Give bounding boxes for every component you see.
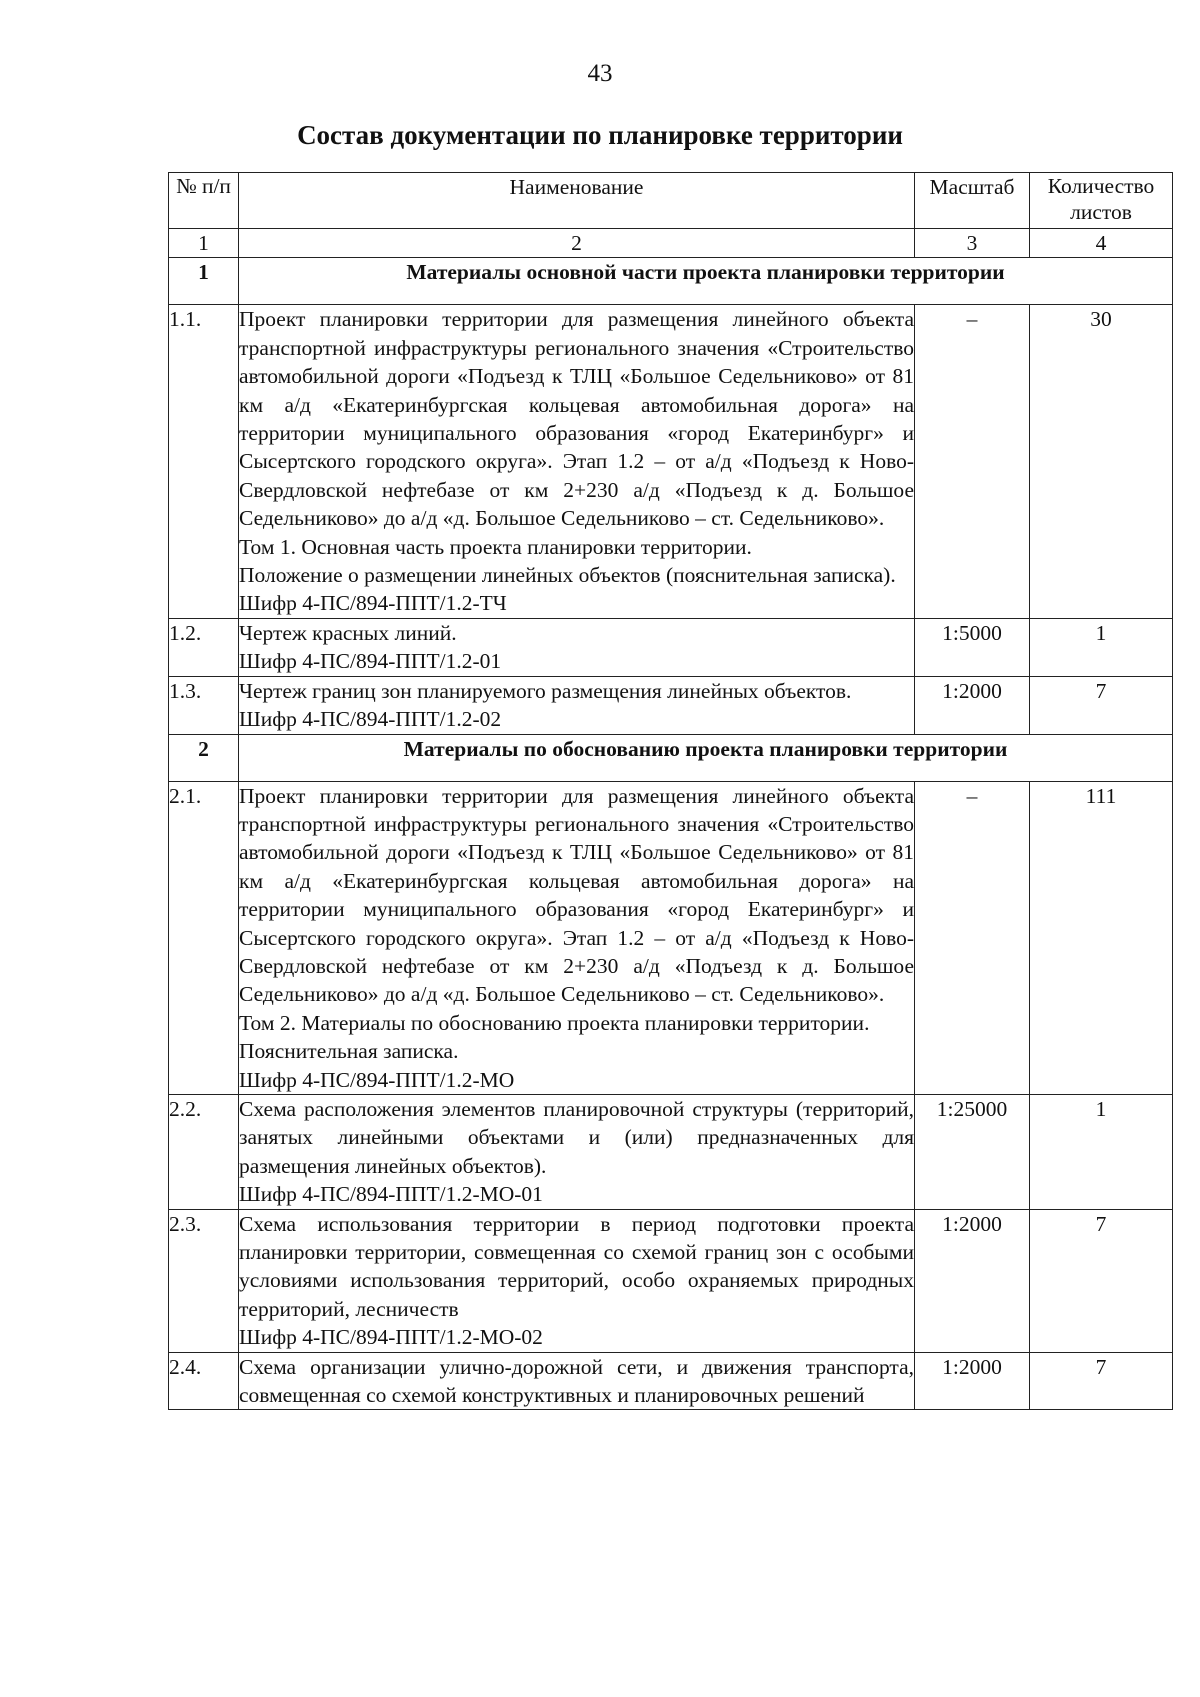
- row-paragraph: Схема организации улично-дорожной сети, и движения транспорта, совмещенная со схемой конструктивных и планировочных решений: [239, 1354, 914, 1408]
- row-sheet-count: 7: [1030, 1209, 1173, 1352]
- row-sheet-count: 7: [1030, 1352, 1173, 1410]
- table-row: [169, 781, 1173, 1094]
- row-description: [239, 1352, 915, 1410]
- row-number: 2.1.: [169, 781, 239, 1094]
- header-name: Наименование: [239, 173, 915, 229]
- section-row: [169, 258, 1173, 305]
- row-paragraph: Шифр 4-ПС/894-ППТ/1.2-ТЧ: [239, 591, 507, 616]
- table-row: [169, 676, 1173, 734]
- row-paragraph: Шифр 4-ПС/894-ППТ/1.2-МО-02: [239, 1325, 543, 1350]
- row-paragraph: Шифр 4-ПС/894-ППТ/1.2-01: [239, 649, 502, 674]
- row-number: 2.4.: [169, 1352, 239, 1410]
- table-row: [169, 305, 1173, 618]
- section-title: Материалы по обоснованию проекта планировки территории: [239, 734, 1173, 781]
- section-number: 1: [169, 258, 239, 305]
- table-row: [169, 1209, 1173, 1352]
- row-description: [239, 305, 915, 618]
- table-row: [169, 618, 1173, 676]
- page-number: 43: [587, 60, 613, 87]
- document-title: Состав документации по планировке территории: [297, 120, 903, 150]
- header-num: № п/п: [169, 173, 239, 229]
- row-description: [239, 1094, 915, 1209]
- row-number: 2.2.: [169, 1094, 239, 1209]
- row-paragraph: Шифр 4-ПС/894-ППТ/1.2-02: [239, 707, 502, 732]
- column-index-row: [169, 229, 1173, 258]
- row-paragraph: Том 1. Основная часть проекта планировки территории.: [239, 534, 752, 559]
- header-count: Количество листов: [1030, 173, 1173, 229]
- row-number: 1.1.: [169, 305, 239, 618]
- row-scale: 1:2000: [915, 1352, 1030, 1410]
- section-title: Материалы основной части проекта планировки территории: [239, 258, 1173, 305]
- column-index: 3: [915, 229, 1030, 258]
- row-description: [239, 1209, 915, 1352]
- row-paragraph: Проект планировки территории для размещения линейного объекта транспортной инфраструктуры регионального значения «Строительство автомобильной дороги «Подъезд к ТЛЦ «Большое Седельниково» от 81 км а/д «Екатеринбургская кольцевая автомобильная дорога» на территории муниципального образования «город Екатеринбург» и Сысертского городского округа». Этап 1.2 – от а/д «Подъезд к Ново-Свердловской нефтебазе от км 2+230 а/д «Подъезд к д. Большое Седельниково» до а/д «д. Большое Седельниково – ст. Седельниково».: [239, 307, 914, 531]
- row-number: 1.2.: [169, 618, 239, 676]
- row-number: 2.3.: [169, 1209, 239, 1352]
- row-description: [239, 618, 915, 676]
- row-paragraph: Шифр 4-ПС/894-ППТ/1.2-МО: [239, 1067, 515, 1092]
- row-paragraph: Том 2. Материалы по обоснованию проекта планировки территории. Пояснительная записка.: [239, 1010, 870, 1064]
- column-index: 4: [1030, 229, 1173, 258]
- row-paragraph: Схема использования территории в период подготовки проекта планировки территории, совмещенная со схемой границ зон с особыми условиями использования территорий, особо охраняемых природных территорий, лесничеств: [239, 1211, 914, 1321]
- row-paragraph: Чертеж красных линий.: [239, 620, 457, 645]
- row-number: 1.3.: [169, 676, 239, 734]
- row-sheet-count: 1: [1030, 618, 1173, 676]
- row-paragraph: Положение о размещении линейных объектов (пояснительная записка).: [239, 563, 896, 588]
- column-index: 1: [169, 229, 239, 258]
- column-index: 2: [239, 229, 915, 258]
- header-scale: Масштаб: [915, 173, 1030, 229]
- row-paragraph: Схема расположения элементов планировочной структуры (территорий, занятых линейными объектами и (или) предназначенных для размещения линейных объектов).: [239, 1096, 914, 1178]
- section-row: [169, 734, 1173, 781]
- table-row: [169, 1094, 1173, 1209]
- row-scale: –: [915, 305, 1030, 618]
- row-sheet-count: 7: [1030, 676, 1173, 734]
- row-paragraph: Проект планировки территории для размещения линейного объекта транспортной инфраструктуры регионального значения «Строительство автомобильной дороги «Подъезд к ТЛЦ «Большое Седельниково» от 81 км а/д «Екатеринбургская кольцевая автомобильная дорога» на территории муниципального образования «город Екатеринбург» и Сысертского городского округа». Этап 1.2 – от а/д «Подъезд к Ново-Свердловской нефтебазе от км 2+230 а/д «Подъезд к д. Большое Седельниково» до а/д «д. Большое Седельниково – ст. Седельниково».: [239, 783, 914, 1007]
- row-sheet-count: 111: [1030, 781, 1173, 1094]
- row-scale: 1:2000: [915, 1209, 1030, 1352]
- row-paragraph: Чертеж границ зон планируемого размещения линейных объектов.: [239, 678, 852, 703]
- row-sheet-count: 1: [1030, 1094, 1173, 1209]
- table-header-row: [169, 173, 1173, 229]
- table-row: [169, 1352, 1173, 1410]
- row-scale: 1:2000: [915, 676, 1030, 734]
- row-sheet-count: 30: [1030, 305, 1173, 618]
- documentation-table: [168, 172, 1173, 1410]
- section-number: 2: [169, 734, 239, 781]
- row-scale: 1:25000: [915, 1094, 1030, 1209]
- row-description: [239, 781, 915, 1094]
- row-scale: 1:5000: [915, 618, 1030, 676]
- row-paragraph: Шифр 4-ПС/894-ППТ/1.2-МО-01: [239, 1182, 543, 1207]
- row-scale: –: [915, 781, 1030, 1094]
- row-description: [239, 676, 915, 734]
